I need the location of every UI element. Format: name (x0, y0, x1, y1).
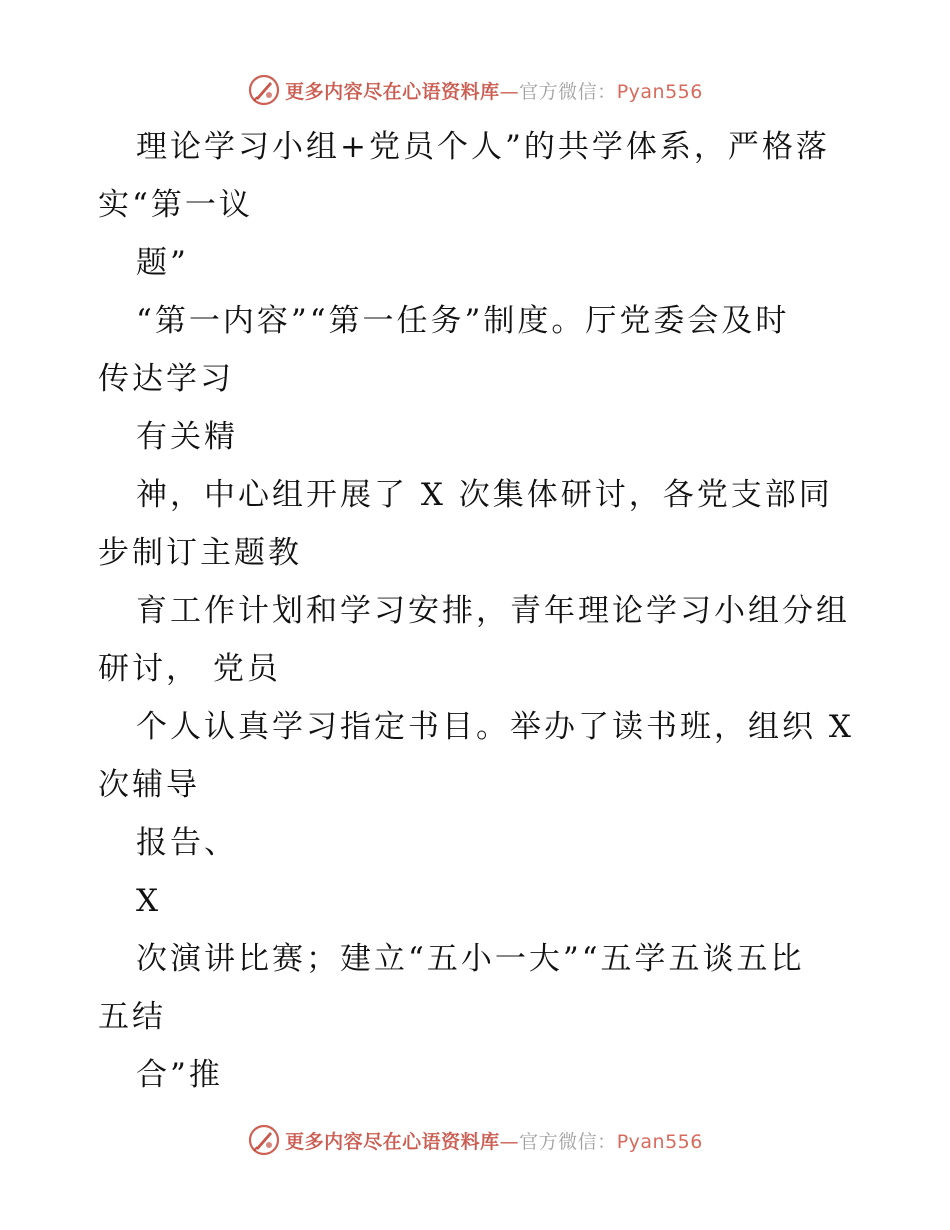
watermark-dash: — (499, 1130, 520, 1153)
watermark-text (285, 77, 703, 104)
document-body (98, 118, 858, 1104)
quill-logo-icon (247, 73, 281, 107)
text-line: 实“第一议 (98, 187, 253, 223)
watermark-wechat-label: 官方微信： (519, 1130, 617, 1153)
text-line: “第一内容”“第一任务”制度。厅党委会及时 (136, 303, 790, 339)
text-line: 理论学习小组+党员个人”的共学体系，严格落 (136, 129, 830, 165)
watermark-wechat-id: Pyan556 (616, 80, 703, 103)
header-watermark-banner (0, 70, 950, 110)
watermark-wechat-id: Pyan556 (616, 1130, 703, 1153)
text-line: 步制订主题教 (98, 535, 302, 571)
watermark-text (285, 1127, 703, 1154)
text-line: 五结 (98, 999, 166, 1035)
watermark-title: 更多内容尽在心语资料库 (285, 1130, 500, 1153)
text-line: 个人认真学习指定书目。举办了读书班，组织 X (136, 709, 854, 745)
text-line: 育工作计划和学习安排，青年理论学习小组分组 (136, 593, 850, 629)
text-line: 次辅导 (98, 767, 200, 803)
watermark-wechat-label: 官方微信： (519, 80, 617, 103)
text-line: 研讨， 党员 (98, 651, 281, 687)
text-line: 传达学习 (98, 361, 234, 397)
text-line: X (136, 883, 162, 919)
text-line: 神，中心组开展了 X 次集体研讨，各党支部同 (136, 477, 833, 513)
quill-logo-icon (247, 1123, 281, 1157)
text-line: 题” (136, 245, 189, 281)
text-line: 合”推 (136, 1057, 223, 1093)
text-line: 次演讲比赛；建立“五小一大”“五学五谈五比 (136, 941, 805, 977)
text-line: 有关精 (136, 419, 238, 455)
watermark-dash: — (499, 80, 520, 103)
text-line: 报告、 (136, 825, 238, 861)
watermark-title: 更多内容尽在心语资料库 (285, 80, 500, 103)
footer-watermark-banner (0, 1120, 950, 1160)
